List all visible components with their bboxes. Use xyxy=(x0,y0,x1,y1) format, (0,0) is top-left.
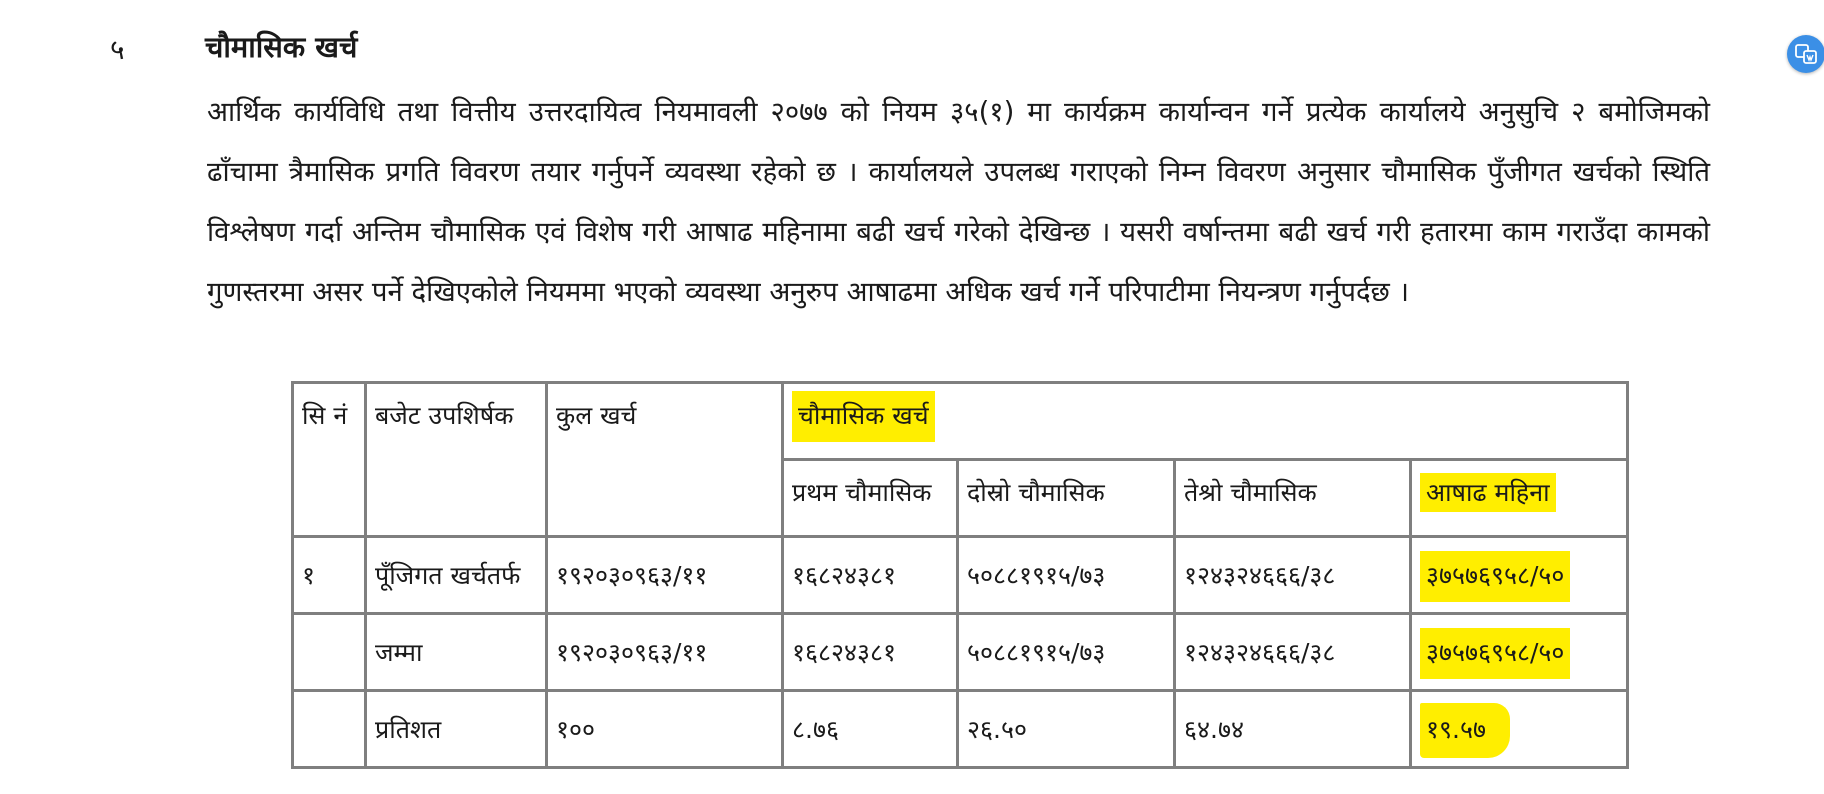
header-second-quarter: दोस्रो चौमासिक xyxy=(958,460,1175,537)
section-number: ५ xyxy=(110,33,125,66)
cell-third: १२४३२४६६६/३८ xyxy=(1175,614,1411,691)
cell-first: ८.७६ xyxy=(783,691,958,768)
cell-heading: जम्मा xyxy=(366,614,547,691)
cell-sn xyxy=(293,691,366,768)
cell-ashadh: ३७५७६९५८/५० xyxy=(1411,537,1628,614)
header-total-expense: कुल खर्च xyxy=(547,383,783,537)
section-title: चौमासिक खर्च xyxy=(205,30,358,64)
cell-first: १६८२४३८१ xyxy=(783,614,958,691)
cell-sn xyxy=(293,614,366,691)
translate-button[interactable] xyxy=(1787,35,1824,73)
header-first-quarter: प्रथम चौमासिक xyxy=(783,460,958,537)
cell-third: १२४३२४६६६/३८ xyxy=(1175,537,1411,614)
translate-icon xyxy=(1794,42,1818,66)
cell-total: १९२०३०९६३/११ xyxy=(547,614,783,691)
cell-second: २६.५० xyxy=(958,691,1175,768)
header-third-quarter: तेश्रो चौमासिक xyxy=(1175,460,1411,537)
table-row xyxy=(293,691,1628,768)
cell-second: ५०८८१९१५/७३ xyxy=(958,614,1175,691)
cell-first: १६८२४३८१ xyxy=(783,537,958,614)
body-paragraph: आर्थिक कार्यविधि तथा वित्तीय उत्तरदायित्व नियमावली २०७७ को नियम ३५(१) मा कार्यक्रम कार्यान्वन गर्ने प्रत्येक कार्यालये अनुसुचि २ बमोजिमको ढाँचामा त्रैमासिक प्रगति विवरण तयार गर्नुपर्ने व्यवस्था रहेको छ । कार्यालयले उपलब्ध गराएको निम्न विवरण अनुसार चौमासिक पुँजीगत खर्चको स्थिति विश्लेषण गर्दा अन्तिम चौमासिक एवं विशेष गरी आषाढ महिनामा बढी खर्च गरेको देखिन्छ । यसरी वर्षान्तमा बढी खर्च गरी हतारमा काम गराउँदा कामको गुणस्तरमा असर पर्ने देखिएकोले नियममा भएको व्यवस्था अनुरुप आषाढमा अधिक खर्च गर्ने परिपाटीमा नियन्त्रण गर्नुपर्दछ । xyxy=(207,96,1710,308)
cell-total: १९२०३०९६३/११ xyxy=(547,537,783,614)
table-row xyxy=(293,614,1628,691)
cell-heading: प्रतिशत xyxy=(366,691,547,768)
cell-third: ६४.७४ xyxy=(1175,691,1411,768)
cell-heading: पूँजिगत खर्चतर्फ xyxy=(366,537,547,614)
header-quarterly-expense: चौमासिक खर्च xyxy=(783,383,1628,460)
cell-ashadh: ३७५७६९५८/५० xyxy=(1411,614,1628,691)
header-budget-heading: बजेट उपशिर्षक xyxy=(366,383,547,537)
cell-ashadh: १९.५७ xyxy=(1411,691,1628,768)
cell-sn: १ xyxy=(293,537,366,614)
header-sn: सि नं xyxy=(293,383,366,537)
header-ashadh-month: आषाढ महिना xyxy=(1411,460,1628,537)
cell-second: ५०८८१९१५/७३ xyxy=(958,537,1175,614)
cell-total: १०० xyxy=(547,691,783,768)
table-row xyxy=(293,537,1628,614)
quarterly-expense-table xyxy=(291,381,1629,769)
